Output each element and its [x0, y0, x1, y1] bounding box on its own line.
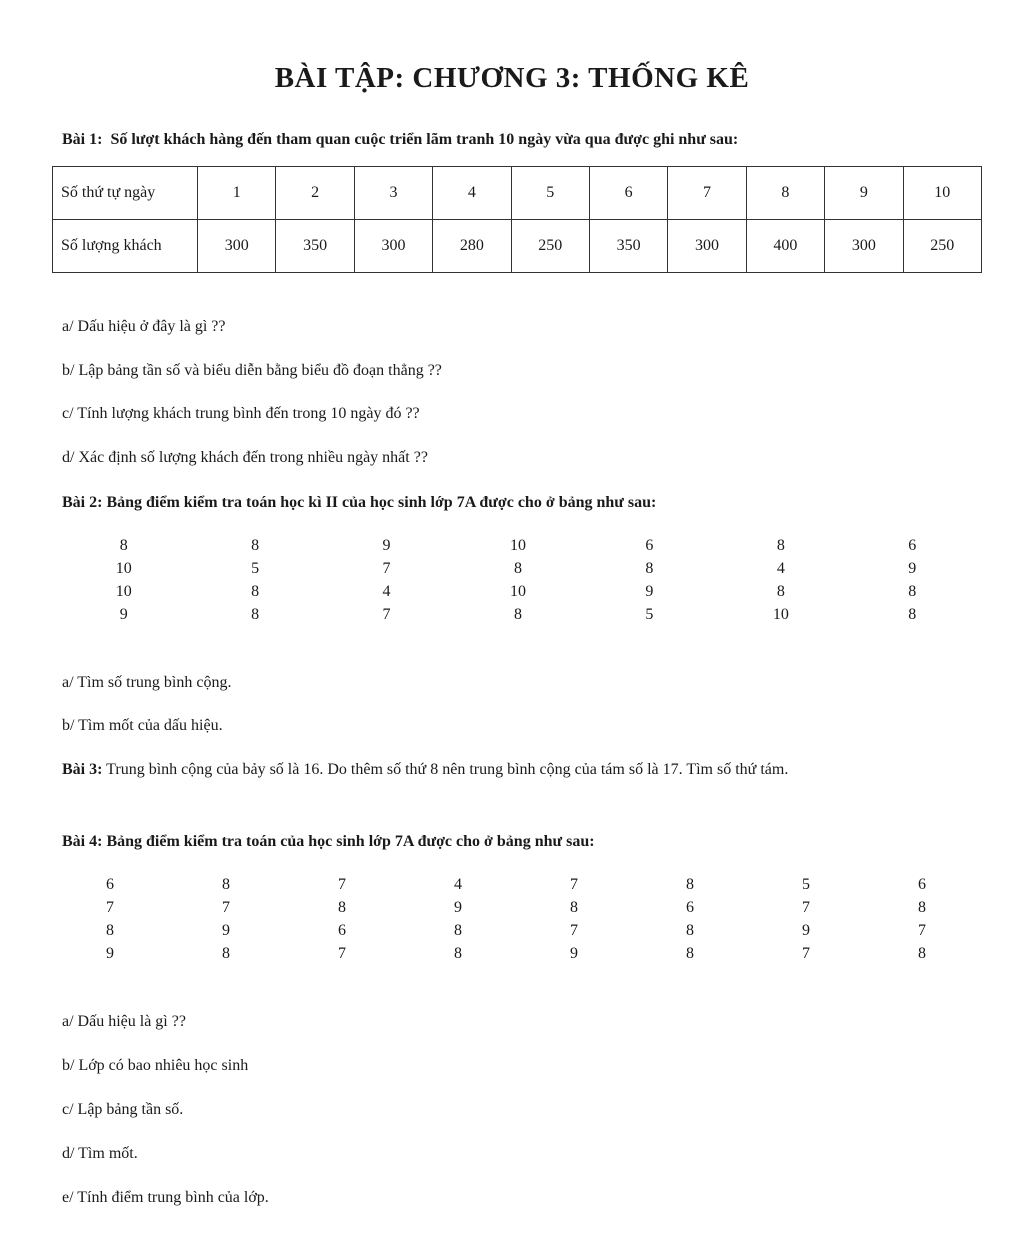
score-cell: 8: [454, 922, 462, 939]
score-cell: 8: [908, 606, 917, 623]
bai2-label: Bài 2:: [62, 494, 103, 511]
score-cell: 7: [918, 922, 926, 939]
score-cell: 10: [115, 583, 132, 600]
bai4-question-e: e/ Tính điểm trung bình của lớp.: [62, 1189, 269, 1206]
list-item: [58, 603, 978, 626]
bai4-label: Bài 4:: [62, 833, 103, 850]
bai1-question-a: a/ Dấu hiệu ở đây là gì ??: [62, 318, 226, 335]
list-item: [58, 580, 978, 603]
bai2-question-a: a/ Tìm số trung bình cộng.: [62, 674, 232, 691]
score-cell: 8: [776, 583, 785, 600]
score-cell: 7: [222, 899, 230, 916]
bai2-score-grid: [58, 534, 978, 626]
score-cell: 6: [908, 537, 917, 554]
bai1-question-d: d/ Xác định số lượng khách đến trong nhiều ngày nhất ??: [62, 449, 428, 466]
bai1-text: Số lượt khách hàng đến tham quan cuộc triển lãm tranh 10 ngày vừa qua được ghi như sau:: [110, 131, 739, 148]
score-cell: 4: [454, 876, 462, 893]
score-cell: 10: [772, 606, 789, 623]
table-cell: 350: [589, 220, 667, 273]
score-cell: 8: [251, 583, 260, 600]
score-cell: 10: [509, 583, 526, 600]
score-cell: 8: [251, 606, 260, 623]
bai1-label: Bài 1:: [62, 131, 103, 148]
score-cell: 8: [106, 922, 114, 939]
table-cell: 250: [903, 220, 981, 273]
score-cell: 10: [509, 537, 526, 554]
bai4-text: Bảng điểm kiểm tra toán của học sinh lớp 7A được cho ở bảng như sau:: [106, 833, 595, 850]
table-cell: 1: [198, 167, 276, 220]
bai4-question-a: a/ Dấu hiệu là gì ??: [62, 1013, 186, 1030]
bai2-question-b: b/ Tìm mốt của dấu hiệu.: [62, 717, 223, 734]
bai3-label: Bài 3:: [62, 761, 103, 778]
bai3-text: Trung bình cộng của bảy số là 16. Do thêm số thứ 8 nên trung bình cộng của tám số là 17. Tìm số thứ tám.: [106, 761, 789, 778]
table-row-header: Số lượng khách: [53, 220, 198, 273]
table-cell: 300: [825, 220, 903, 273]
bai3-paragraph: [62, 757, 962, 783]
score-cell: 9: [106, 945, 114, 962]
page-title: BÀI TẬP: CHƯƠNG 3: THỐNG KÊ: [274, 62, 750, 94]
bai4-question-c: c/ Lập bảng tần số.: [62, 1101, 184, 1118]
score-cell: 8: [908, 583, 917, 600]
score-cell: 8: [686, 922, 694, 939]
score-cell: 7: [382, 606, 391, 623]
bai2-heading: [62, 494, 656, 512]
score-cell: 7: [802, 945, 810, 962]
score-cell: 8: [918, 945, 926, 962]
table-cell: 2: [276, 167, 354, 220]
score-cell: 6: [918, 876, 926, 893]
score-cell: 9: [119, 606, 128, 623]
table-cell: 7: [668, 167, 746, 220]
table-row-header: Số thứ tự ngày: [53, 167, 198, 220]
score-cell: 9: [570, 945, 578, 962]
score-cell: 5: [645, 606, 654, 623]
score-cell: 7: [570, 876, 578, 893]
table-cell: 10: [903, 167, 981, 220]
score-cell: 9: [645, 583, 654, 600]
bai1-heading: [62, 131, 738, 149]
score-cell: 7: [338, 945, 346, 962]
list-item: [52, 873, 982, 896]
visitor-table: [52, 166, 982, 273]
score-cell: 8: [918, 899, 926, 916]
score-cell: 8: [454, 945, 462, 962]
score-cell: 7: [106, 899, 114, 916]
score-cell: 8: [119, 537, 128, 554]
score-cell: 7: [382, 560, 391, 577]
table-row: [53, 167, 982, 220]
table-cell: 6: [589, 167, 667, 220]
bai4-question-b: b/ Lớp có bao nhiêu học sinh: [62, 1057, 249, 1074]
list-item: [52, 896, 982, 919]
score-cell: 4: [776, 560, 785, 577]
score-cell: 9: [908, 560, 917, 577]
table-cell: 400: [746, 220, 824, 273]
score-cell: 8: [513, 560, 522, 577]
table-cell: 350: [276, 220, 354, 273]
table-cell: 280: [433, 220, 511, 273]
bai2-text: Bảng điểm kiểm tra toán học kì II của học sinh lớp 7A được cho ở bảng như sau:: [106, 494, 657, 511]
table-row: [53, 220, 982, 273]
score-cell: 9: [222, 922, 230, 939]
list-item: [58, 534, 978, 557]
score-cell: 8: [686, 876, 694, 893]
score-cell: 7: [570, 922, 578, 939]
list-item: [58, 557, 978, 580]
score-cell: 10: [115, 560, 132, 577]
score-cell: 7: [338, 876, 346, 893]
score-cell: 6: [686, 899, 694, 916]
score-cell: 8: [251, 537, 260, 554]
table-cell: 9: [825, 167, 903, 220]
score-cell: 6: [338, 922, 346, 939]
score-cell: 6: [106, 876, 114, 893]
bai4-heading: [62, 833, 595, 851]
table-cell: 3: [354, 167, 432, 220]
table-cell: 4: [433, 167, 511, 220]
table-cell: 300: [668, 220, 746, 273]
score-cell: 8: [513, 606, 522, 623]
score-cell: 4: [382, 583, 391, 600]
score-cell: 8: [222, 945, 230, 962]
score-cell: 8: [570, 899, 578, 916]
score-cell: 5: [802, 876, 810, 893]
score-cell: 8: [686, 945, 694, 962]
bai1-question-c: c/ Tính lượng khách trung bình đến trong 10 ngày đó ??: [62, 405, 420, 422]
score-cell: 9: [802, 922, 810, 939]
table-cell: 5: [511, 167, 589, 220]
table-cell: 300: [198, 220, 276, 273]
score-cell: 9: [382, 537, 391, 554]
score-cell: 8: [776, 537, 785, 554]
table-cell: 300: [354, 220, 432, 273]
table-cell: 8: [746, 167, 824, 220]
score-cell: 5: [251, 560, 260, 577]
score-cell: 8: [222, 876, 230, 893]
list-item: [52, 919, 982, 942]
list-item: [52, 942, 982, 965]
score-cell: 7: [802, 899, 810, 916]
score-cell: 6: [645, 537, 654, 554]
bai4-score-grid: [52, 873, 982, 965]
bai4-question-d: d/ Tìm mốt.: [62, 1145, 138, 1162]
score-cell: 9: [454, 899, 462, 916]
table-cell: 250: [511, 220, 589, 273]
bai1-question-b: b/ Lập bảng tần số và biểu diễn bằng biểu đồ đoạn thẳng ??: [62, 362, 442, 379]
score-cell: 8: [338, 899, 346, 916]
score-cell: 8: [645, 560, 654, 577]
